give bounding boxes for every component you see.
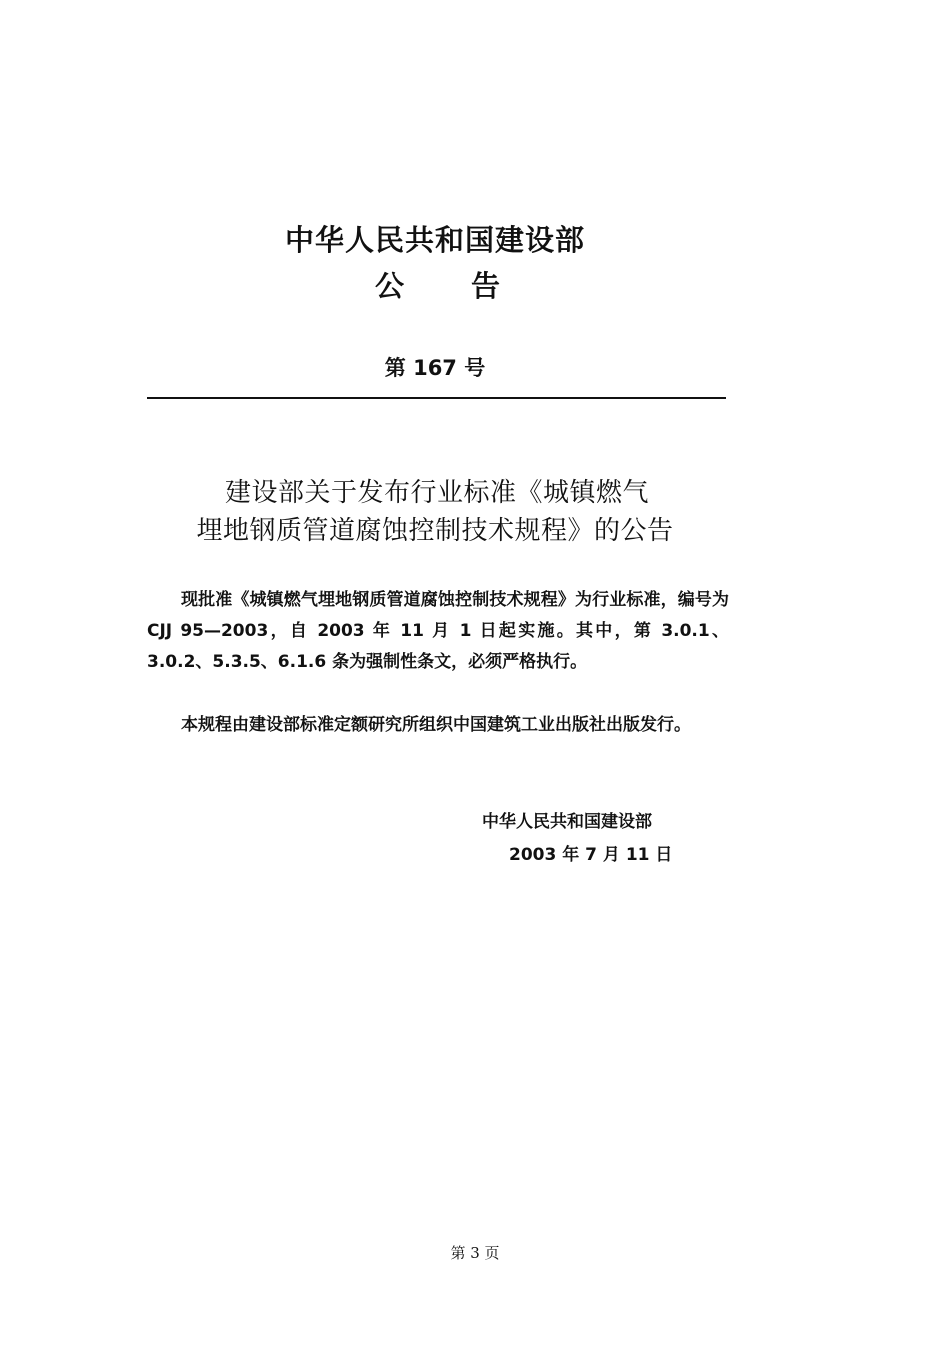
signature-organization: 中华人民共和国建设部: [482, 812, 652, 832]
issuing-agency-title: 中华人民共和国建设部: [284, 223, 585, 257]
body-paragraph-2-block: [147, 710, 729, 741]
body-paragraph-1-block: [147, 585, 729, 678]
headline-line-1: 建设部关于发布行业标准《城镇燃气: [224, 478, 649, 508]
header-divider: [147, 397, 726, 399]
announcement-number: 第 167 号: [384, 356, 486, 380]
body-paragraph-2: 本规程由建设部标准定额研究所组织中国建筑工业出版社出版发行。: [181, 715, 691, 735]
body-paragraph-1: 现批准《城镇燃气埋地钢质管道腐蚀控制技术规程》为行业标准，编号为 CJJ 95—2003，自 2003 年 11 月 1 日起实施。其中，第 3.0.1、3.0.2、5.3.5、6.1.6 条为强制性条文，必须严格执行。: [147, 590, 729, 672]
page-number-footer: 第 3 页: [450, 1244, 500, 1262]
document-type-char-2: 告: [470, 269, 500, 303]
signature-date: 2003 年 7 月 11 日: [509, 845, 673, 865]
document-type-char-1: 公: [375, 269, 405, 303]
document-type-heading: [375, 264, 500, 305]
headline-line-2: 埋地钢质管道腐蚀控制技术规程》的公告: [196, 516, 674, 546]
